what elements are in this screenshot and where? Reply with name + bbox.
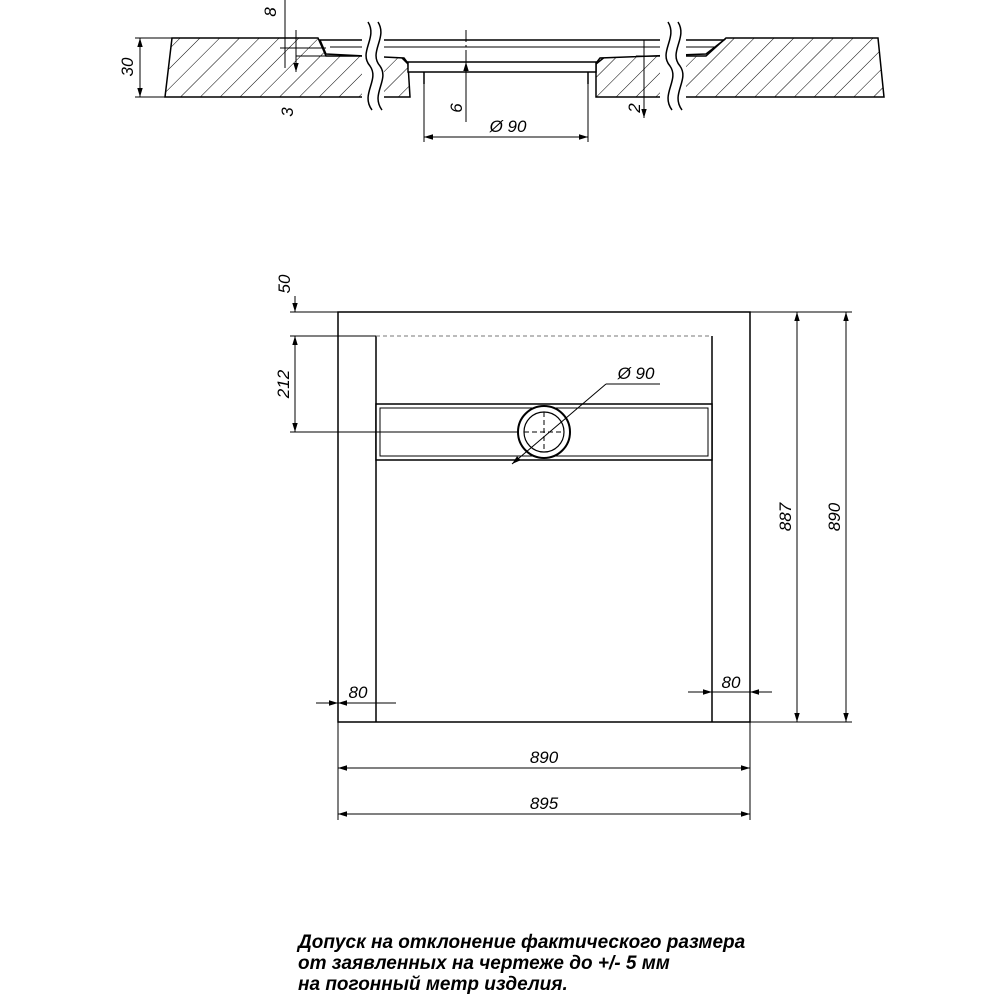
dim-top-offset: 50 — [275, 274, 294, 294]
dim-side-right: 80 — [721, 673, 741, 692]
dim-outer-width: 895 — [529, 794, 559, 813]
dim-drain-diameter-section: Ø 90 — [489, 117, 527, 136]
dim-side-left: 80 — [348, 683, 368, 702]
dim-rim-offset: 3 — [278, 107, 297, 117]
dim-drain-offset: 212 — [274, 369, 293, 399]
dim-drain-depth: 6 — [447, 103, 466, 113]
dim-rim-height: 8 — [261, 7, 280, 17]
dim-drain-diameter-plan: Ø 90 — [617, 364, 655, 383]
break-line-left — [362, 20, 384, 115]
section-view — [118, 0, 884, 142]
dim-outer-depth: 890 — [825, 502, 844, 532]
tray-outline — [338, 312, 750, 722]
plan-view — [274, 274, 852, 820]
dim-height-total: 30 — [118, 57, 137, 77]
drain-section — [408, 62, 596, 72]
dim-edge-step: 2 — [625, 103, 644, 113]
tolerance-note-line: от заявленных на чертеже до +/- 5 мм — [298, 953, 670, 974]
tolerance-note — [298, 932, 858, 995]
dim-inner-width: 890 — [529, 748, 559, 767]
break-line-right — [660, 20, 686, 115]
tolerance-note-line: Допуск на отклонение фактического размера — [298, 932, 746, 953]
dim-inner-depth: 887 — [776, 502, 795, 532]
tolerance-note-line: на погонный метр изделия. — [298, 974, 568, 995]
